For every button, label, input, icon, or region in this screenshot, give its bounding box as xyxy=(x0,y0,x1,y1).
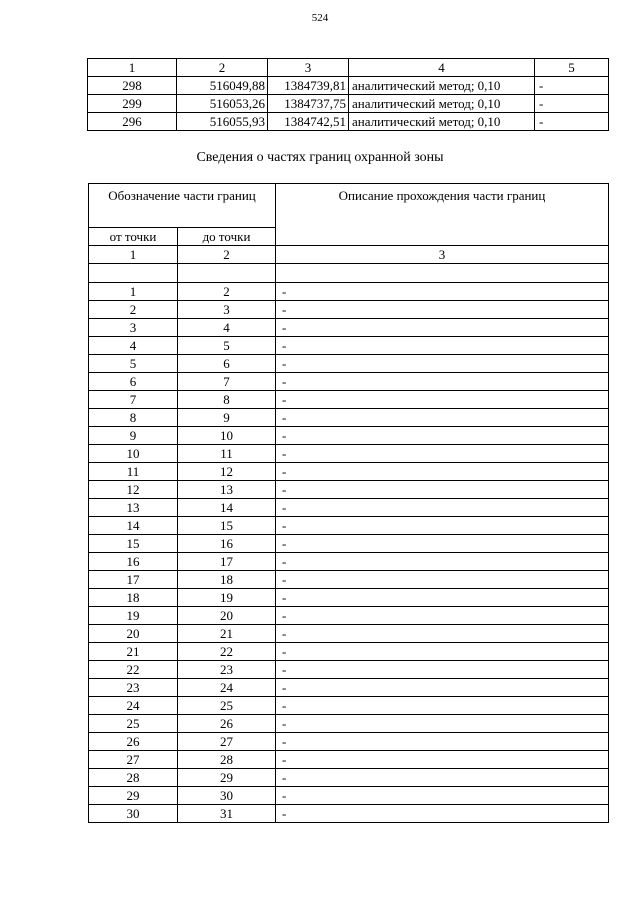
table-row xyxy=(89,733,609,751)
point-number-cell: 298 xyxy=(88,77,177,95)
table-row xyxy=(89,535,609,553)
to-point-cell: 12 xyxy=(178,463,276,481)
table-row xyxy=(89,337,609,355)
to-point-cell: 4 xyxy=(178,319,276,337)
from-point-cell: 19 xyxy=(89,607,178,625)
table-row xyxy=(89,355,609,373)
description-cell: - xyxy=(276,643,609,661)
to-point-cell: 2 xyxy=(178,283,276,301)
table-row xyxy=(89,499,609,517)
description-cell: - xyxy=(276,535,609,553)
table-header-row xyxy=(89,184,609,228)
note-cell: - xyxy=(535,95,609,113)
y-coordinate-cell: 1384739,81 xyxy=(268,77,349,95)
table-row xyxy=(89,391,609,409)
description-cell: - xyxy=(276,733,609,751)
description-cell: - xyxy=(276,463,609,481)
from-point-cell: 13 xyxy=(89,499,178,517)
from-point-cell: 26 xyxy=(89,733,178,751)
from-point-cell: 17 xyxy=(89,571,178,589)
description-cell: - xyxy=(276,769,609,787)
to-point-cell: 28 xyxy=(178,751,276,769)
table-row xyxy=(89,715,609,733)
table-row xyxy=(89,571,609,589)
description-cell: - xyxy=(276,625,609,643)
table-row xyxy=(89,481,609,499)
description-cell: - xyxy=(276,283,609,301)
table-row xyxy=(89,319,609,337)
table-header-row xyxy=(88,59,609,77)
to-point-cell: 18 xyxy=(178,571,276,589)
column-number: 1 xyxy=(89,246,178,264)
to-point-cell: 17 xyxy=(178,553,276,571)
description-cell: - xyxy=(276,337,609,355)
to-point-cell: 8 xyxy=(178,391,276,409)
table-row xyxy=(89,301,609,319)
table-row xyxy=(89,409,609,427)
table-row xyxy=(89,625,609,643)
description-cell: - xyxy=(276,301,609,319)
to-point-cell: 31 xyxy=(178,805,276,823)
from-point-cell: 24 xyxy=(89,697,178,715)
from-point-cell: 1 xyxy=(89,283,178,301)
boundary-parts-table xyxy=(88,183,609,823)
boundary-designation-header: Обозначение части границ xyxy=(89,184,276,228)
description-cell: - xyxy=(276,373,609,391)
description-cell: - xyxy=(276,661,609,679)
y-coordinate-cell: 1384742,51 xyxy=(268,113,349,131)
to-point-cell: 5 xyxy=(178,337,276,355)
from-point-cell: 9 xyxy=(89,427,178,445)
method-accuracy-cell: аналитический метод; 0,10 xyxy=(349,95,535,113)
from-point-cell: 10 xyxy=(89,445,178,463)
column-number: 2 xyxy=(178,246,276,264)
description-cell: - xyxy=(276,805,609,823)
section-title: Сведения о частях границ охранной зоны xyxy=(196,150,444,165)
to-point-cell: 13 xyxy=(178,481,276,499)
description-cell: - xyxy=(276,715,609,733)
to-point-cell: 15 xyxy=(178,517,276,535)
to-point-cell: 22 xyxy=(178,643,276,661)
table-row xyxy=(88,113,609,131)
point-number-cell: 299 xyxy=(88,95,177,113)
from-point-cell: 12 xyxy=(89,481,178,499)
to-point-cell: 7 xyxy=(178,373,276,391)
empty-cell xyxy=(89,264,178,283)
to-point-cell: 30 xyxy=(178,787,276,805)
to-point-cell: 23 xyxy=(178,661,276,679)
column-number-row xyxy=(89,246,609,264)
to-point-cell: 24 xyxy=(178,679,276,697)
to-point-cell: 3 xyxy=(178,301,276,319)
description-cell: - xyxy=(276,427,609,445)
column-number: 3 xyxy=(268,59,349,77)
x-coordinate-cell: 516055,93 xyxy=(177,113,268,131)
table-row xyxy=(89,607,609,625)
table-row xyxy=(89,751,609,769)
table-row xyxy=(89,427,609,445)
table-row xyxy=(89,463,609,481)
x-coordinate-cell: 516053,26 xyxy=(177,95,268,113)
table-row xyxy=(89,589,609,607)
from-point-cell: 22 xyxy=(89,661,178,679)
empty-row xyxy=(89,264,609,283)
description-cell: - xyxy=(276,697,609,715)
to-point-cell: 6 xyxy=(178,355,276,373)
column-number: 1 xyxy=(88,59,177,77)
column-number: 4 xyxy=(349,59,535,77)
to-point-cell: 27 xyxy=(178,733,276,751)
from-point-header: от точки xyxy=(89,228,178,246)
from-point-cell: 25 xyxy=(89,715,178,733)
from-point-cell: 2 xyxy=(89,301,178,319)
table-row xyxy=(88,77,609,95)
to-point-cell: 19 xyxy=(178,589,276,607)
from-point-cell: 21 xyxy=(89,643,178,661)
description-cell: - xyxy=(276,787,609,805)
boundary-description-header: Описание прохождения части границ xyxy=(276,184,609,246)
from-point-cell: 8 xyxy=(89,409,178,427)
from-point-cell: 28 xyxy=(89,769,178,787)
table-row xyxy=(89,445,609,463)
table-row xyxy=(88,95,609,113)
from-point-cell: 6 xyxy=(89,373,178,391)
empty-cell xyxy=(178,264,276,283)
to-point-cell: 29 xyxy=(178,769,276,787)
page-number: 524 xyxy=(311,12,329,24)
x-coordinate-cell: 516049,88 xyxy=(177,77,268,95)
description-cell: - xyxy=(276,409,609,427)
description-cell: - xyxy=(276,517,609,535)
description-cell: - xyxy=(276,679,609,697)
to-point-cell: 9 xyxy=(178,409,276,427)
to-point-cell: 16 xyxy=(178,535,276,553)
table-row xyxy=(89,805,609,823)
from-point-cell: 15 xyxy=(89,535,178,553)
description-cell: - xyxy=(276,571,609,589)
note-cell: - xyxy=(535,113,609,131)
point-number-cell: 296 xyxy=(88,113,177,131)
coordinates-table xyxy=(87,58,609,131)
to-point-cell: 26 xyxy=(178,715,276,733)
description-cell: - xyxy=(276,553,609,571)
to-point-cell: 14 xyxy=(178,499,276,517)
from-point-cell: 7 xyxy=(89,391,178,409)
to-point-cell: 10 xyxy=(178,427,276,445)
from-point-cell: 30 xyxy=(89,805,178,823)
from-point-cell: 11 xyxy=(89,463,178,481)
description-cell: - xyxy=(276,751,609,769)
description-cell: - xyxy=(276,391,609,409)
y-coordinate-cell: 1384737,75 xyxy=(268,95,349,113)
column-number: 2 xyxy=(177,59,268,77)
description-cell: - xyxy=(276,589,609,607)
table-row xyxy=(89,769,609,787)
empty-cell xyxy=(276,264,609,283)
description-cell: - xyxy=(276,319,609,337)
from-point-cell: 5 xyxy=(89,355,178,373)
from-point-cell: 27 xyxy=(89,751,178,769)
to-point-cell: 25 xyxy=(178,697,276,715)
description-cell: - xyxy=(276,445,609,463)
table-row xyxy=(89,697,609,715)
table-row xyxy=(89,661,609,679)
to-point-cell: 11 xyxy=(178,445,276,463)
from-point-cell: 20 xyxy=(89,625,178,643)
from-point-cell: 16 xyxy=(89,553,178,571)
to-point-header: до точки xyxy=(178,228,276,246)
method-accuracy-cell: аналитический метод; 0,10 xyxy=(349,113,535,131)
from-point-cell: 18 xyxy=(89,589,178,607)
table-row xyxy=(89,373,609,391)
table-row xyxy=(89,643,609,661)
column-number: 5 xyxy=(535,59,609,77)
from-point-cell: 4 xyxy=(89,337,178,355)
table-row xyxy=(89,517,609,535)
table-row xyxy=(89,283,609,301)
description-cell: - xyxy=(276,499,609,517)
description-cell: - xyxy=(276,481,609,499)
note-cell: - xyxy=(535,77,609,95)
from-point-cell: 29 xyxy=(89,787,178,805)
from-point-cell: 3 xyxy=(89,319,178,337)
to-point-cell: 20 xyxy=(178,607,276,625)
table-row xyxy=(89,787,609,805)
description-cell: - xyxy=(276,607,609,625)
from-point-cell: 23 xyxy=(89,679,178,697)
table-row xyxy=(89,553,609,571)
description-cell: - xyxy=(276,355,609,373)
method-accuracy-cell: аналитический метод; 0,10 xyxy=(349,77,535,95)
to-point-cell: 21 xyxy=(178,625,276,643)
from-point-cell: 14 xyxy=(89,517,178,535)
column-number: 3 xyxy=(276,246,609,264)
table-row xyxy=(89,679,609,697)
